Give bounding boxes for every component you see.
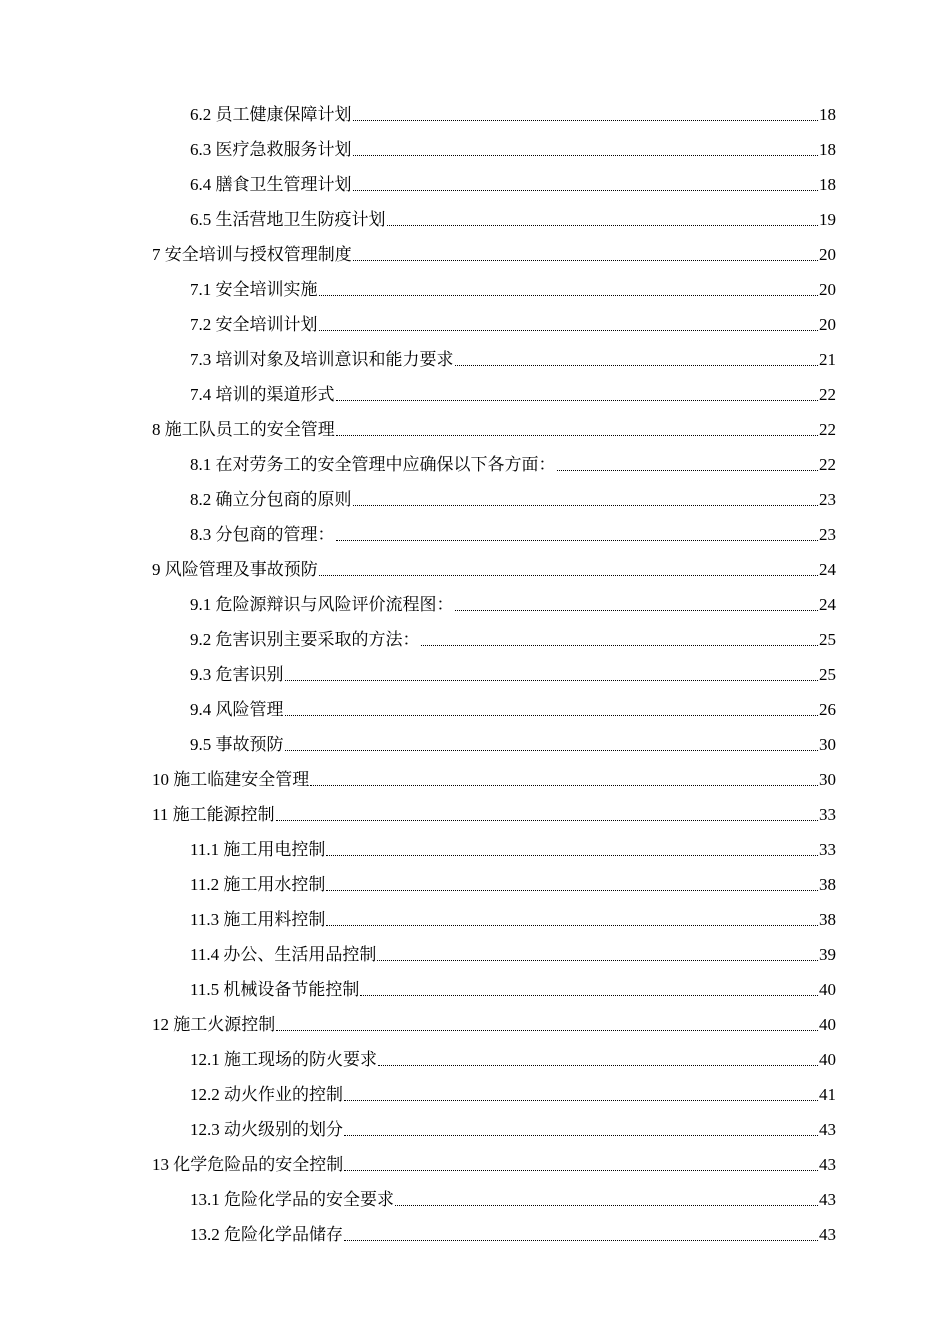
toc-entry-page-number: 43 xyxy=(819,1225,836,1244)
toc-subsection-entry[interactable] xyxy=(0,828,950,863)
toc-subsection-entry[interactable] xyxy=(0,198,950,233)
table-of-contents xyxy=(0,93,950,1248)
toc-entry-page-number: 38 xyxy=(819,875,836,894)
toc-dot-leader xyxy=(276,820,818,821)
toc-dot-leader xyxy=(319,295,819,296)
toc-subsection-entry[interactable] xyxy=(0,723,950,758)
toc-entry-page-number: 22 xyxy=(819,455,836,474)
toc-entry-page-number: 25 xyxy=(819,630,836,649)
toc-subsection-entry[interactable] xyxy=(0,1038,950,1073)
toc-dot-leader xyxy=(378,1065,818,1066)
toc-entry-page-number: 20 xyxy=(819,315,836,334)
toc-dot-leader xyxy=(285,750,819,751)
toc-entry-page-number: 30 xyxy=(819,770,836,789)
toc-entry-page-number: 20 xyxy=(819,280,836,299)
toc-dot-leader xyxy=(285,715,819,716)
toc-dot-leader xyxy=(326,925,818,926)
toc-entry-title: 11.1 施工用电控制 xyxy=(190,840,326,859)
toc-subsection-entry[interactable] xyxy=(0,338,950,373)
toc-dot-leader xyxy=(276,1030,818,1031)
toc-subsection-entry[interactable] xyxy=(0,933,950,968)
toc-subsection-entry[interactable] xyxy=(0,513,950,548)
toc-subsection-entry[interactable] xyxy=(0,303,950,338)
toc-subsection-entry[interactable] xyxy=(0,688,950,723)
toc-entry-title: 9 风险管理及事故预防 xyxy=(152,560,318,579)
toc-entry-title: 8 施工队员工的安全管理 xyxy=(152,420,335,439)
toc-entry-title: 12.1 施工现场的防火要求 xyxy=(190,1050,377,1069)
toc-entry-page-number: 22 xyxy=(819,420,836,439)
toc-entry-title: 9.5 事故预防 xyxy=(190,735,284,754)
toc-dot-leader xyxy=(319,330,819,331)
toc-entry-page-number: 41 xyxy=(819,1085,836,1104)
toc-dot-leader xyxy=(336,400,819,401)
toc-entry-title: 11.2 施工用水控制 xyxy=(190,875,326,894)
toc-entry-title: 13.1 危险化学品的安全要求 xyxy=(190,1190,394,1209)
toc-dot-leader xyxy=(344,1240,818,1241)
toc-dot-leader xyxy=(353,505,819,506)
toc-entry-page-number: 43 xyxy=(819,1155,836,1174)
toc-dot-leader xyxy=(353,190,819,191)
toc-entry-page-number: 25 xyxy=(819,665,836,684)
toc-entry-title: 12.2 动火作业的控制 xyxy=(190,1085,343,1104)
toc-entry-page-number: 43 xyxy=(819,1190,836,1209)
toc-dot-leader xyxy=(344,1100,818,1101)
toc-entry-page-number: 24 xyxy=(819,595,836,614)
toc-dot-leader xyxy=(455,610,819,611)
toc-entry-title: 9.3 危害识别 xyxy=(190,665,284,684)
toc-subsection-entry[interactable] xyxy=(0,478,950,513)
toc-entry-title: 6.5 生活营地卫生防疫计划 xyxy=(190,210,386,229)
toc-dot-leader xyxy=(421,645,819,646)
toc-dot-leader xyxy=(285,680,819,681)
toc-entry-title: 11.3 施工用料控制 xyxy=(190,910,326,929)
toc-dot-leader xyxy=(319,575,818,576)
toc-subsection-entry[interactable] xyxy=(0,863,950,898)
toc-dot-leader xyxy=(310,785,818,786)
toc-entry-page-number: 26 xyxy=(819,700,836,719)
toc-section-entry[interactable] xyxy=(0,793,950,828)
toc-entry-page-number: 19 xyxy=(819,210,836,229)
toc-entry-title: 9.1 危险源辩识与风险评价流程图： xyxy=(190,595,454,614)
toc-dot-leader xyxy=(344,1135,818,1136)
toc-dot-leader xyxy=(395,1205,818,1206)
toc-entry-page-number: 23 xyxy=(819,490,836,509)
toc-subsection-entry[interactable] xyxy=(0,163,950,198)
toc-subsection-entry[interactable] xyxy=(0,618,950,653)
toc-dot-leader xyxy=(353,120,819,121)
toc-dot-leader xyxy=(336,435,818,436)
toc-entry-title: 12 施工火源控制 xyxy=(152,1015,276,1034)
toc-entry-title: 7 安全培训与授权管理制度 xyxy=(152,245,352,264)
toc-subsection-entry[interactable] xyxy=(0,1213,950,1248)
toc-subsection-entry[interactable] xyxy=(0,653,950,688)
toc-dot-leader xyxy=(336,540,819,541)
toc-entry-page-number: 21 xyxy=(819,350,836,369)
toc-dot-leader xyxy=(326,855,818,856)
toc-dot-leader xyxy=(557,470,819,471)
toc-entry-page-number: 33 xyxy=(819,805,836,824)
toc-entry-page-number: 38 xyxy=(819,910,836,929)
toc-entry-page-number: 18 xyxy=(819,105,836,124)
toc-section-entry[interactable] xyxy=(0,548,950,583)
toc-entry-page-number: 43 xyxy=(819,1120,836,1139)
toc-entry-title: 11.4 办公、生活用品控制 xyxy=(190,945,377,964)
toc-entry-title: 11.5 机械设备节能控制 xyxy=(190,980,360,999)
toc-entry-title: 9.4 风险管理 xyxy=(190,700,284,719)
toc-subsection-entry[interactable] xyxy=(0,443,950,478)
toc-dot-leader xyxy=(387,225,819,226)
toc-subsection-entry[interactable] xyxy=(0,968,950,1003)
toc-dot-leader xyxy=(360,995,818,996)
toc-entry-page-number: 22 xyxy=(819,385,836,404)
toc-entry-title: 7.4 培训的渠道形式 xyxy=(190,385,335,404)
toc-subsection-entry[interactable] xyxy=(0,898,950,933)
toc-entry-title: 12.3 动火级别的划分 xyxy=(190,1120,343,1139)
toc-section-entry[interactable] xyxy=(0,233,950,268)
toc-entry-title: 7.3 培训对象及培训意识和能力要求 xyxy=(190,350,454,369)
toc-subsection-entry[interactable] xyxy=(0,1073,950,1108)
toc-entry-title: 8.2 确立分包商的原则 xyxy=(190,490,352,509)
toc-entry-page-number: 18 xyxy=(819,175,836,194)
toc-entry-page-number: 23 xyxy=(819,525,836,544)
toc-dot-leader xyxy=(353,155,819,156)
toc-entry-page-number: 30 xyxy=(819,735,836,754)
toc-entry-page-number: 40 xyxy=(819,1015,836,1034)
toc-section-entry[interactable] xyxy=(0,1143,950,1178)
toc-dot-leader xyxy=(326,890,818,891)
toc-subsection-entry[interactable] xyxy=(0,128,950,163)
toc-entry-title: 13.2 危险化学品储存 xyxy=(190,1225,343,1244)
toc-entry-title: 7.1 安全培训实施 xyxy=(190,280,318,299)
toc-dot-leader xyxy=(344,1170,818,1171)
toc-entry-page-number: 40 xyxy=(819,1050,836,1069)
toc-subsection-entry[interactable] xyxy=(0,93,950,128)
toc-section-entry[interactable] xyxy=(0,758,950,793)
toc-entry-title: 6.2 员工健康保障计划 xyxy=(190,105,352,124)
toc-entry-page-number: 20 xyxy=(819,245,836,264)
toc-subsection-entry[interactable] xyxy=(0,1108,950,1143)
toc-dot-leader xyxy=(377,960,818,961)
toc-subsection-entry[interactable] xyxy=(0,1178,950,1213)
toc-entry-title: 7.2 安全培训计划 xyxy=(190,315,318,334)
toc-entry-title: 11 施工能源控制 xyxy=(152,805,275,824)
toc-entry-title: 13 化学危险品的安全控制 xyxy=(152,1155,344,1174)
toc-entry-title: 8.1 在对劳务工的安全管理中应确保以下各方面： xyxy=(190,455,556,474)
toc-entry-title: 6.4 膳食卫生管理计划 xyxy=(190,175,352,194)
toc-section-entry[interactable] xyxy=(0,1003,950,1038)
toc-dot-leader xyxy=(353,260,818,261)
toc-subsection-entry[interactable] xyxy=(0,268,950,303)
toc-subsection-entry[interactable] xyxy=(0,583,950,618)
toc-subsection-entry[interactable] xyxy=(0,373,950,408)
toc-entry-page-number: 39 xyxy=(819,945,836,964)
toc-entry-page-number: 24 xyxy=(819,560,836,579)
toc-entry-page-number: 40 xyxy=(819,980,836,999)
toc-entry-title: 9.2 危害识别主要采取的方法： xyxy=(190,630,420,649)
toc-entry-title: 6.3 医疗急救服务计划 xyxy=(190,140,352,159)
toc-dot-leader xyxy=(455,365,819,366)
toc-entry-page-number: 33 xyxy=(819,840,836,859)
toc-entry-page-number: 18 xyxy=(819,140,836,159)
toc-section-entry[interactable] xyxy=(0,408,950,443)
toc-entry-title: 10 施工临建安全管理 xyxy=(152,770,310,789)
toc-entry-title: 8.3 分包商的管理： xyxy=(190,525,335,544)
